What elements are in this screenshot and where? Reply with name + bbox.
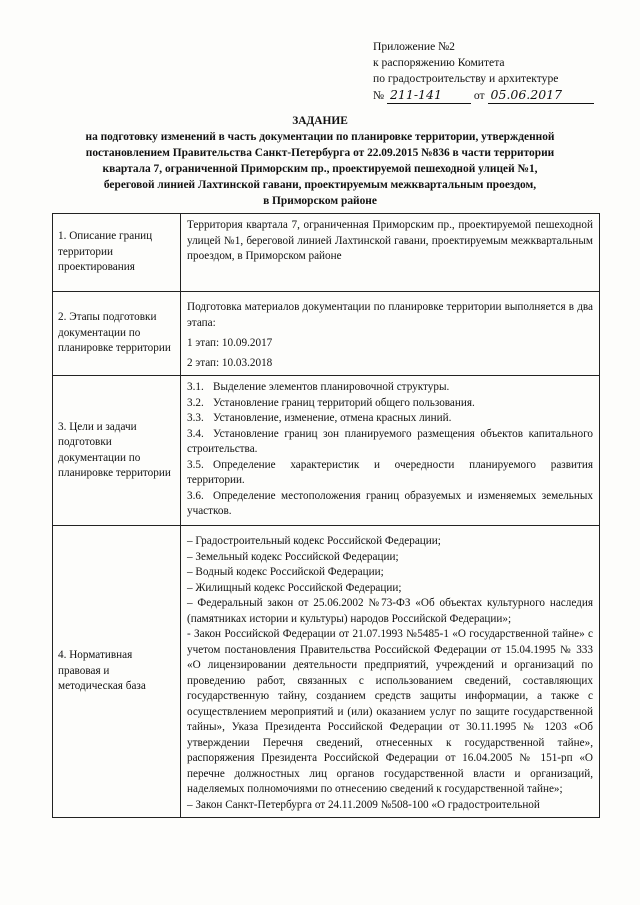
stage-2: 2 этап: 10.03.2018 bbox=[187, 356, 273, 369]
attachment-line-3: по градостроительству и архитектуре bbox=[373, 72, 559, 85]
list-item: – Жилищный кодекс Российской Федерации; bbox=[187, 581, 402, 594]
row-value bbox=[181, 376, 600, 526]
row-value bbox=[181, 292, 600, 376]
document-title bbox=[40, 113, 600, 209]
list-item: 3.1. Выделение элементов планировочной структуры. bbox=[187, 381, 450, 393]
row-label: 1. Описание границ территории проектирования bbox=[53, 214, 181, 292]
title-line-4: береговой линией Лахтинской гавани, проектируемым межквартальным проездом, bbox=[103, 179, 537, 191]
table-row bbox=[53, 376, 600, 526]
table-row bbox=[53, 292, 600, 376]
table-row bbox=[53, 214, 600, 292]
row-label: 2. Этапы подготовки документации по планировке территории bbox=[53, 292, 181, 376]
order-number-line bbox=[373, 87, 623, 104]
list-item: 3.2. Установление границ территорий общего пользования. bbox=[187, 396, 475, 409]
stages-intro: Подготовка материалов документации по планировке территории выполняется в два этапа: bbox=[187, 301, 593, 329]
title-heading: ЗАДАНИЕ bbox=[292, 115, 348, 127]
title-line-1: на подготовку изменений в часть документации по планировке территории, утвержденной bbox=[85, 131, 555, 143]
order-date: 05.06.2017 bbox=[488, 87, 594, 104]
list-item: - Закон Российской Федерации от 21.07.1993 №5485-1 «О государственной тайне» с учетом постановления Правительства Российской Федерации от 15.04.1995 № 333 «О лицензировании деятельности предприятий, учреждений и организаций по проведению работ, связанных с использованием сведений, составляющих государственную тайну, созданием средств защиты информации, а также с осуществлением мероприятий и (или) оказанием услуг по защите государственной тайны», Указа Президента Российской Федерации от 30.11.1995 № 1203 «Об утверждении Перечня сведений, отнесенных к государственной тайне», распоряжения Президента Российской Федерации от 16.04.2005 № 151-рп «О перечне должностных лиц органов государственной власти и организаций, наделяемых полномочиями по отнесению сведений к государственной тайне»; bbox=[187, 628, 593, 795]
list-item: 3.6. Определение местоположения границ образуемых и изменяемых земельных участков. bbox=[187, 489, 593, 517]
title-line-3: квартала 7, ограниченной Приморским пр., проектируемой пешеходной улицей №1, bbox=[102, 163, 538, 175]
list-item: – Земельный кодекс Российской Федерации; bbox=[187, 550, 399, 563]
list-item: – Федеральный закон от 25.06.2002 №73-ФЗ «Об объектах культурного наследия (памятниках истории и культуры) народов Российской Федерации»; bbox=[187, 597, 593, 625]
number-prefix: № bbox=[373, 89, 385, 102]
attachment-line-2: к распоряжению Комитета bbox=[373, 56, 505, 69]
stage-1: 1 этап: 10.09.2017 bbox=[187, 337, 273, 349]
list-item: 3.3. Установление, изменение, отмена красных линий. bbox=[187, 412, 452, 424]
row-value bbox=[181, 526, 600, 818]
boundary-description: Территория квартала 7, ограниченная Приморским пр., проектируемой пешеходной улицей №1, береговой линией Лахтинской гавани, проектируемым межквартальным проездом, в Приморском районе bbox=[187, 219, 593, 262]
list-item: – Водный кодекс Российской Федерации; bbox=[187, 566, 384, 578]
list-item: 3.4. Установление границ зон планируемого размещения объектов капитального строительства. bbox=[187, 427, 593, 455]
order-number: 211-141 bbox=[387, 87, 471, 104]
list-item: – Закон Санкт-Петербурга от 24.11.2009 №508-100 «О градостроительной bbox=[187, 798, 540, 811]
row-label: 4. Нормативная правовая и методическая база bbox=[53, 526, 181, 818]
task-table bbox=[52, 213, 600, 818]
attachment-header bbox=[373, 39, 623, 104]
title-line-5: в Приморском районе bbox=[263, 195, 377, 207]
row-value bbox=[181, 214, 600, 292]
row-label: 3. Цели и задачи подготовки документации по планировке территории bbox=[53, 376, 181, 526]
table-row bbox=[53, 526, 600, 818]
attachment-title: Приложение №2 bbox=[373, 40, 455, 53]
date-prefix: от bbox=[473, 89, 485, 102]
title-line-2: постановлением Правительства Санкт-Петербурга от 22.09.2015 №836 в части территории bbox=[85, 147, 555, 159]
list-item: 3.5. Определение характеристик и очередности планируемого развития территории. bbox=[187, 458, 593, 486]
list-item: – Градостроительный кодекс Российской Федерации; bbox=[187, 535, 441, 547]
